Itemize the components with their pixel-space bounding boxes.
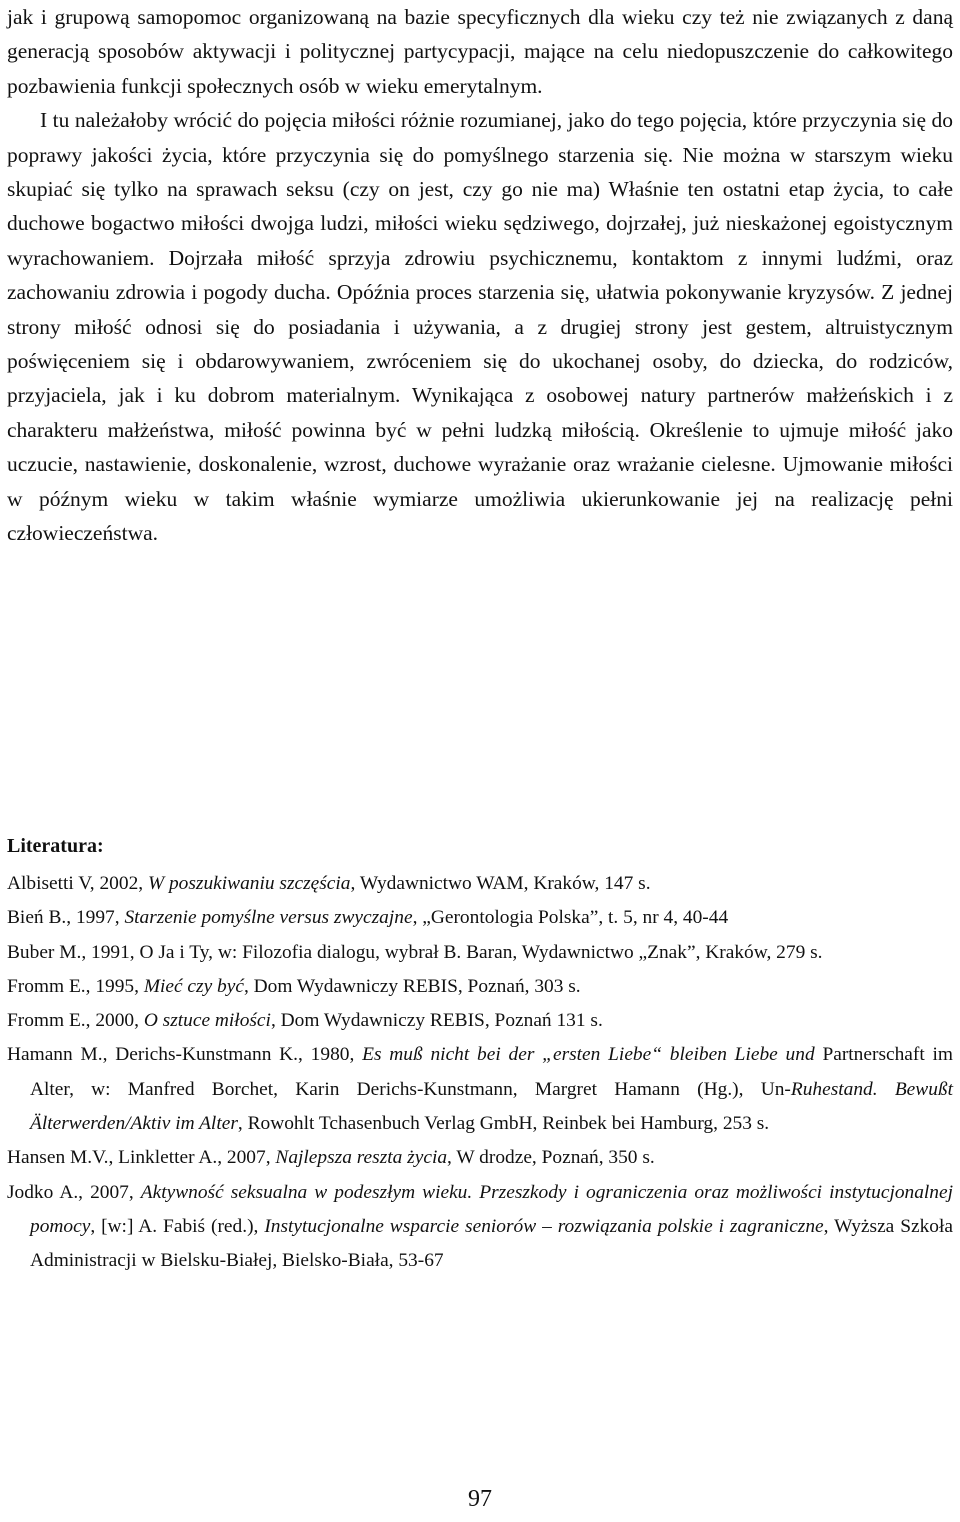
bibliography-entry: Jodko A., 2007, Aktywność seksualna w podeszłym wieku. Przeszkody i ograniczenia oraz możliwości instytucjonalnej pomocy, [w:] A. Fabiś (red.), Instytucjonalne wsparcie seniorów – rozwiązania polskie i zagraniczne, Wyższa Szkoła Administracji w Bielsku-Białej, Bielsko-Biała, 53-67 <box>7 1181 953 1272</box>
bibliography-entry: Bień B., 1997, Starzenie pomyślne versus zwyczajne, „Gerontologia Polska”, t. 5, nr 4, 40-44 <box>7 907 729 929</box>
literature-heading: Literatura: <box>7 835 104 857</box>
bibliography-entry: Albisetti V, 2002, W poszukiwaniu szczęścia, Wydawnictwo WAM, Kraków, 147 s. <box>7 873 651 894</box>
bibliography-list <box>7 867 953 1279</box>
page-number: 97 <box>468 1486 492 1512</box>
intro-text: jak i grupową samopomoc organizowaną na bazie specyficznych dla wieku czy też nie związanych z daną generacją sposobów aktywacji i politycznej partycypacji, mające na celu niedopuszczenie do całkowitego pozbawienia funkcji społecznych osób w wieku emerytalnym. <box>7 5 953 98</box>
bibliography-entry: Hamann M., Derichs-Kunstmann K., 1980, Es muß nicht bei der „ersten Liebe“ bleiben Liebe und Partnerschaft im Alter, w: Manfred Borchet, Karin Derichs-Kunstmann, Margret Hamann (Hg.), Un-Ruhestand. Bewußt Älterwerden/Aktiv im Alter, Rowohlt Tchasenbuch Verlag GmbH, Reinbek bei Hamburg, 253 s. <box>7 1044 954 1135</box>
bibliography-entry: Fromm E., 2000, O sztuce miłości, Dom Wydawniczy REBIS, Poznań 131 s. <box>7 1010 603 1032</box>
main-paragraph: I tu należałoby wrócić do pojęcia miłości różnie rozumianej, jako do tego pojęcia, które przyczynia się do poprawy jakości życia, które przyczynia się do pomyślnego starzenia się. Nie można w starszym wieku skupiać się tylko na sprawach seksu (czy on jest, czy go nie ma) Właśnie ten ostatni etap życia, to całe duchowe bogactwo miłości dwojga ludzi, miłości wieku sędziwego, dojrzałej, już nieskażonej egoistycznym wyrachowaniem. Dojrzała miłość sprzyja zdrowiu psychicznemu, kontaktom z innymi ludźmi, oraz zachowaniu zdrowia i pogody ducha. Opóźnia proces starzenia się, ułatwia pokonywanie kryzysów. Z jednej strony miłość odnosi się do posiadania i używania, a z drugiej strony jest gestem, altruistycznym poświęceniem się i obdarowywaniem, zwróceniem się do ukochanej osoby, do dziecka, do rodziców, przyjaciela, jak i ku dobrom materialnym. Wynikająca z osobowej natury partnerów małżeńskich i z charakteru małżeństwa, miłość powinna być w pełni ludzką miłością. Określenie to ujmuje miłość jako uczucie, nastawienie, doskonalenie, wzrost, duchowe wyrażanie oraz wrażanie cielesne. Ujmowanie miłości w późnym wieku w takim właśnie wymiarze umożliwia ukierunkowanie jej na realizację pełni człowieczeństwa. <box>7 108 953 546</box>
bibliography-entry: Hansen M.V., Linkletter A., 2007, Najlepsza reszta życia, W drodze, Poznań, 350 s. <box>7 1147 655 1169</box>
bibliography-entry: Buber M., 1991, O Ja i Ty, w: Filozofia dialogu, wybrał B. Baran, Wydawnictwo „Znak”, Kraków, 279 s. <box>7 941 823 963</box>
bibliography-entry: Fromm E., 1995, Mieć czy być, Dom Wydawniczy REBIS, Poznań, 303 s. <box>7 975 581 997</box>
body-text <box>7 0 953 551</box>
